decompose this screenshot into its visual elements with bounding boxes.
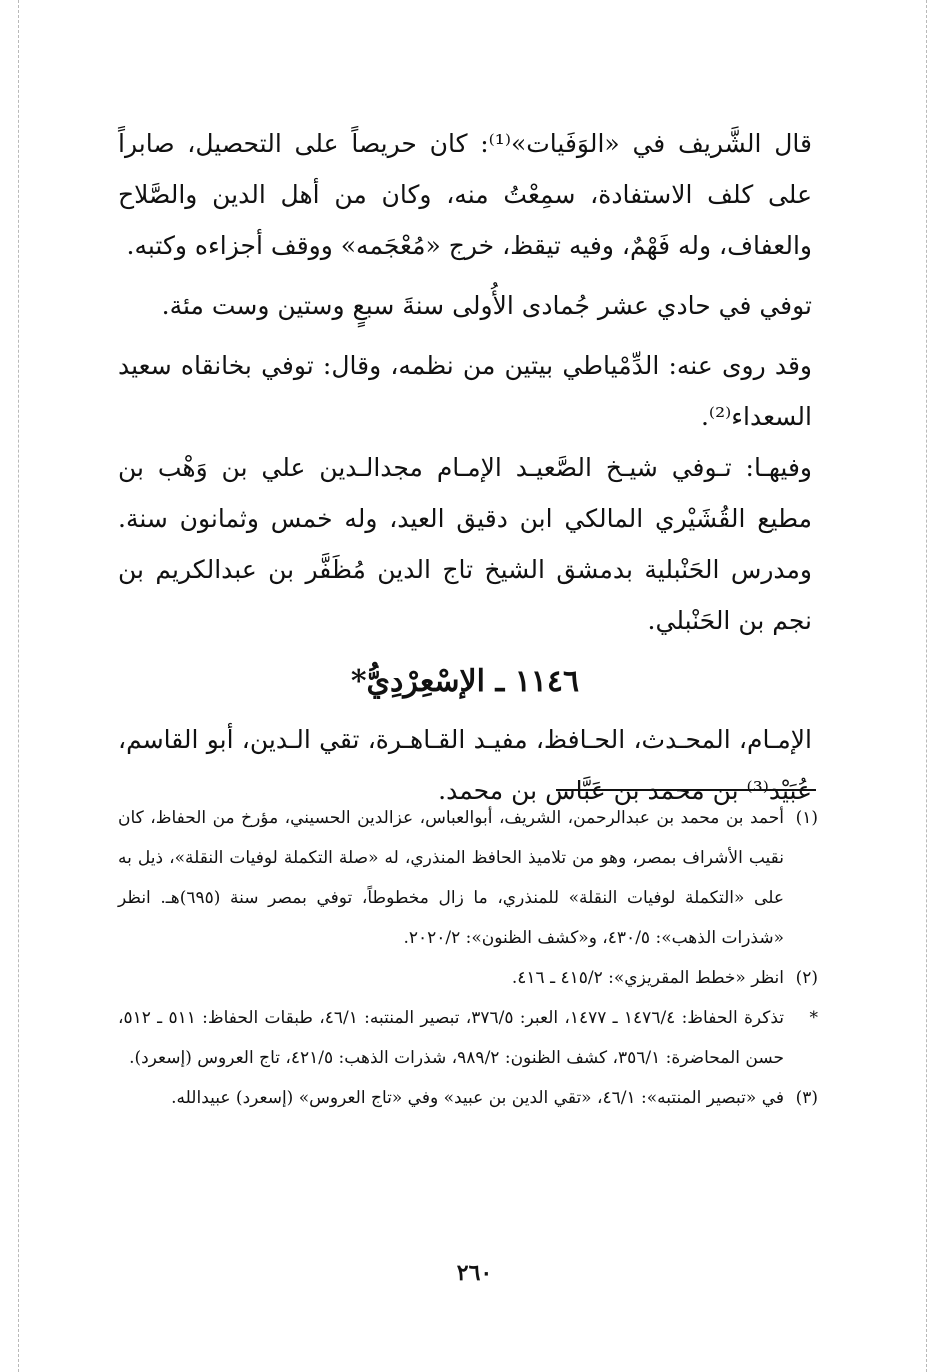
entry-paragraph: الإمـام، المحـدث، الحـافظ، مفيـد القـاهـرة، تقي الـدين، أبو القاسم، عُبَيْد⁽³⁾ بن محمد بن عَبَّاس بن محمد. <box>118 725 812 805</box>
footnote-marker: (٢) <box>795 968 818 988</box>
main-text <box>118 118 812 816</box>
footnote-separator <box>556 789 816 791</box>
paragraph-4: وفيهـا: تـوفي شيـخ الصَّعيـد الإمـام مجدالـدين علي بن وَهْب بن مطيع القُشَيْري المالكي ابن دقيق العيد، وله خمس وثمانون سنة. ومدرس الحَنْبلية بدمشق الشيخ تاج الدين مُظَفَّر بن عبدالكريم بن نجم بن الحَنْبلي. <box>118 453 812 635</box>
footnote-marker: * <box>809 1008 818 1028</box>
footnote-3 <box>118 1078 818 1118</box>
paragraph-1: قال الشَّريف في «الوَفَيات»⁽¹⁾: كان حريصاً على التحصيل، صابراً على كلف الاستفادة، سمِعْتُ منه، وكان من أهل الدين والصَّلاح والعفاف، وله فَهْمٌ، وفيه تيقظ، خرج «مُعْجَمه» ووقف أجزاءه وكتبه. <box>118 129 812 260</box>
paragraph-3: وقد روى عنه: الدِّمْياطي بيتين من نظمه، وقال: توفي بخانقاه سعيد السعداء⁽²⁾. <box>118 351 812 431</box>
paragraph-2: توفي في حادي عشر جُمادى الأُولى سنةَ سبعٍ وستين وست مئة. <box>161 291 812 320</box>
footnotes <box>118 798 818 1118</box>
page-number: ٢٦٠ <box>456 1260 493 1286</box>
footnote-text: تذكرة الحفاظ: ١٤٧٦/٤ ـ ١٤٧٧، العبر: ٣٧٦/٥، تبصير المنتبه: ٤٦/١، طبقات الحفاظ: ٥١١ ـ ٥١٢، حسن المحاضرة: ٣٥٦/١، كشف الظنون: ٩٨٩/٢، شذرات الذهب: ٤٢١/٥، تاج العروس (إسعرد). <box>118 1008 784 1068</box>
footnote-1 <box>118 798 818 958</box>
footnote-sources <box>118 998 818 1078</box>
scan-edge-right <box>926 0 927 1372</box>
scan-edge-left <box>18 0 19 1372</box>
footnote-marker: (١) <box>795 808 818 828</box>
footnote-2 <box>118 958 818 998</box>
entry-heading: ١١٤٦ ـ الإسْعِرْدِيُّ* <box>350 664 580 699</box>
footnote-marker: (٣) <box>795 1088 818 1108</box>
footnote-text: أحمد بن محمد بن عبدالرحمن، الشريف، أبوالعباس، عزالدين الحسيني، مؤرخ من الحفاظ، كان نقيب الأشراف بمصر، وهو من تلاميذ الحافظ المنذري، له «صلة التكملة لوفيات النقلة»، ذيل به على «التكملة لوفيات النقلة» للمنذري، ما زال مخطوطاً، توفي بمصر سنة (٦٩٥)هـ. انظر «شذرات الذهب»: ٤٣٠/٥، و«كشف الظنون»: ٢٠٢٠/٢. <box>118 808 784 948</box>
footnote-text: في «تبصير المنتبه»: ٤٦/١، «تقي الدين بن عبيد» وفي «تاج العروس» (إسعرد) عبيدالله. <box>171 1088 784 1108</box>
footnote-text: انظر «خطط المقريزي»: ٤١٥/٢ ـ ٤١٦. <box>511 968 784 988</box>
